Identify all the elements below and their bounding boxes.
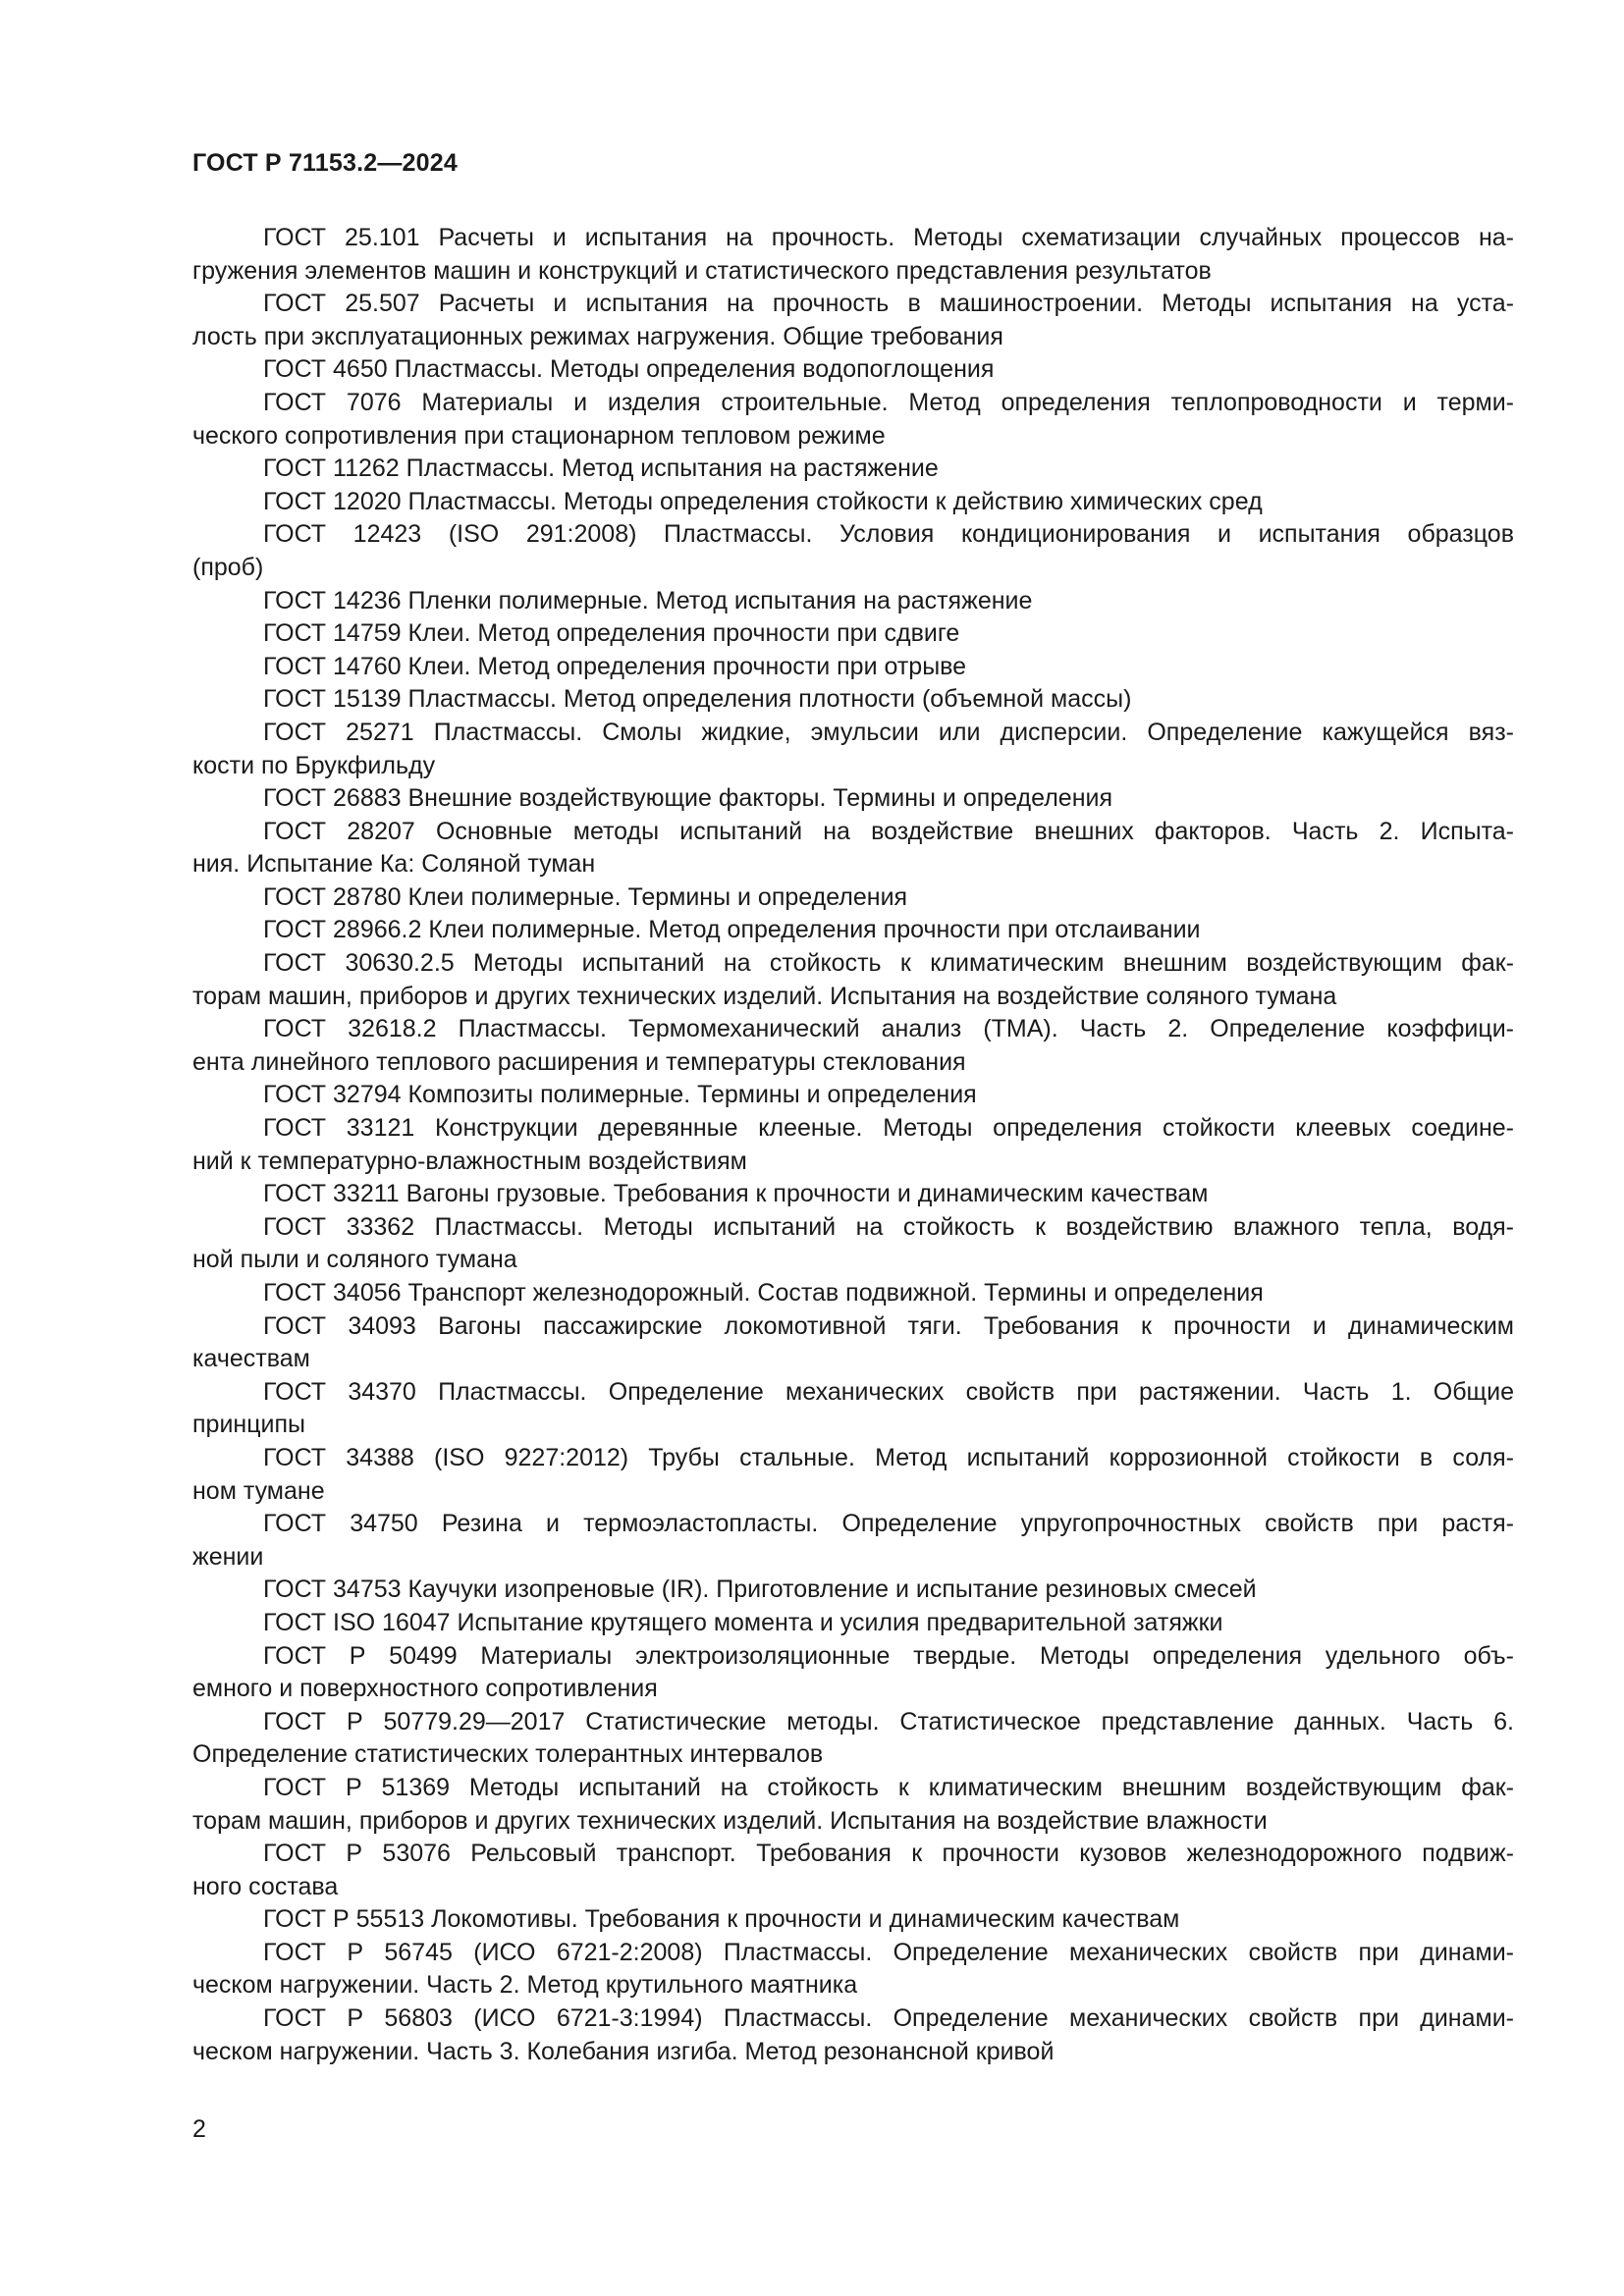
- reference-line: ГОСТ 34370 Пластмассы. Определение механических свойств при растяжении. Часть 1. Общие: [263, 1377, 1514, 1406]
- reference-line: ГОСТ 34093 Вагоны пассажирские локомотивной тяги. Требования к прочности и динамическим: [263, 1311, 1514, 1340]
- reference-item: [192, 387, 1514, 453]
- reference-line: ческом нагружении. Часть 2. Метод крутильного маятника: [192, 1971, 858, 2000]
- reference-item: [192, 2002, 1514, 2068]
- reference-item: [192, 1838, 1514, 1903]
- reference-item: [192, 651, 1514, 684]
- reference-line: жении: [192, 1542, 264, 1571]
- reference-line: ГОСТ 7076 Материалы и изделия строительные. Метод определения теплопроводности и терми-: [263, 388, 1514, 416]
- reference-line: ГОСТ Р 50499 Материалы электроизоляционные твердые. Методы определения удельного объ-: [263, 1641, 1514, 1670]
- reference-item: [192, 1178, 1514, 1211]
- reference-item: [192, 486, 1514, 519]
- reference-item: [192, 1706, 1514, 1772]
- reference-line: ГОСТ 30630.2.5 Методы испытаний на стойкость к климатическим внешним воздействующим фак-: [263, 949, 1514, 978]
- reference-line: ГОСТ 32618.2 Пластмассы. Термомеханический анализ (ТМА). Часть 2. Определение коэффици-: [263, 1015, 1514, 1043]
- reference-line: ГОСТ 28966.2 Клеи полимерные. Метод определения прочности при отслаивании: [263, 916, 1201, 944]
- reference-item: [192, 1607, 1514, 1640]
- reference-item: [192, 1013, 1514, 1079]
- reference-item: [192, 585, 1514, 618]
- reference-line: ГОСТ 15139 Пластмассы. Метод определения плотности (объемной массы): [263, 685, 1132, 714]
- reference-line: ГОСТ Р 56803 (ИСО 6721-3:1994) Пластмассы. Определение механических свойств при динами-: [263, 2004, 1514, 2033]
- reference-line: ГОСТ 33362 Пластмассы. Методы испытаний на стойкость к воздействию влажного тепла, водя-: [263, 1212, 1514, 1241]
- reference-line: ГОСТ 34056 Транспорт железнодорожный. Состав подвижной. Термины и определения: [263, 1279, 1264, 1307]
- reference-item: [192, 353, 1514, 387]
- reference-item: [192, 1574, 1514, 1607]
- reference-item: [192, 1640, 1514, 1706]
- reference-line: ного состава: [192, 1872, 339, 1900]
- reference-line: ГОСТ 14759 Клеи. Метод определения прочности при сдвиге: [263, 619, 960, 648]
- reference-line: ГОСТ 25.507 Расчеты и испытания на прочность в машиностроении. Методы испытания на уста-: [263, 290, 1514, 318]
- reference-item: [192, 914, 1514, 947]
- reference-line: ГОСТ 28207 Основные методы испытаний на воздействие внешних факторов. Часть 2. Испыта-: [263, 817, 1514, 845]
- reference-line: ГОСТ 14236 Пленки полимерные. Метод испытания на растяжение: [263, 586, 1033, 614]
- reference-line: ном тумане: [192, 1476, 325, 1505]
- reference-line: торам машин, приборов и других технических изделий. Испытания на воздействие влажности: [192, 1806, 1268, 1835]
- reference-line: ГОСТ 33121 Конструкции деревянные клееные. Методы определения стойкости клеевых соедине-: [263, 1114, 1514, 1143]
- reference-item: [192, 453, 1514, 486]
- reference-item: [192, 1772, 1514, 1838]
- reference-line: принципы: [192, 1411, 306, 1439]
- reference-item: [192, 717, 1514, 782]
- document-header: ГОСТ Р 71153.2—2024: [192, 149, 458, 177]
- reference-item: [192, 1442, 1514, 1508]
- normative-references-list: [192, 222, 1514, 2068]
- reference-item: [192, 1903, 1514, 1937]
- reference-item: [192, 816, 1514, 881]
- reference-item: [192, 1937, 1514, 2002]
- reference-line: ГОСТ ISO 16047 Испытание крутящего момента и усилия предварительной затяжки: [263, 1608, 1223, 1636]
- reference-line: гружения элементов машин и конструкций и статистического представления результатов: [192, 256, 1212, 285]
- reference-line: ГОСТ 12423 (ISO 291:2008) Пластмассы. Условия кондиционирования и испытания образцов: [263, 520, 1514, 549]
- reference-line: ния. Испытание Ка: Соляной туман: [192, 850, 596, 879]
- reference-item: [192, 518, 1514, 584]
- reference-item: [192, 1112, 1514, 1178]
- reference-line: ГОСТ 14760 Клеи. Метод определения прочности при отрыве: [263, 652, 967, 680]
- reference-line: ГОСТ 34753 Каучуки изопреновые (IR). Приготовление и испытание резиновых смесей: [263, 1575, 1257, 1604]
- reference-item: [192, 947, 1514, 1013]
- reference-line: ний к температурно-влажностным воздействиям: [192, 1147, 747, 1175]
- reference-line: ГОСТ 34750 Резина и термоэластопласты. Определение упругопрочностных свойств при растя-: [263, 1510, 1514, 1538]
- reference-line: ГОСТ Р 53076 Рельсовый транспорт. Требования к прочности кузовов железнодорожного подвиж-: [263, 1840, 1514, 1868]
- page-number: 2: [192, 2115, 206, 2143]
- reference-line: ГОСТ 32794 Композиты полимерные. Термины и определения: [263, 1081, 977, 1109]
- reference-line: ГОСТ 11262 Пластмассы. Метод испытания на растяжение: [263, 454, 939, 483]
- reference-line: ГОСТ 25.101 Расчеты и испытания на прочность. Методы схематизации случайных процессов на-: [263, 224, 1514, 251]
- reference-line: ГОСТ 4650 Пластмассы. Методы определения водопоглощения: [263, 355, 995, 384]
- reference-line: ческом нагружении. Часть 3. Колебания изгиба. Метод резонансной кривой: [192, 2037, 1055, 2065]
- reference-line: ГОСТ 26883 Внешние воздействующие факторы. Термины и определения: [263, 784, 1113, 813]
- reference-item: [192, 1376, 1514, 1442]
- reference-line: ента линейного теплового расширения и температуры стеклования: [192, 1047, 966, 1076]
- reference-line: кости по Брукфильду: [192, 751, 436, 779]
- reference-item: [192, 288, 1514, 353]
- reference-item: [192, 222, 1514, 288]
- reference-line: (проб): [192, 553, 264, 581]
- reference-line: ческого сопротивления при стационарном тепловом режиме: [192, 421, 886, 450]
- reference-line: ГОСТ 33211 Вагоны грузовые. Требования к прочности и динамическим качествам: [263, 1180, 1209, 1208]
- reference-item: [192, 617, 1514, 651]
- reference-item: [192, 683, 1514, 717]
- reference-line: ГОСТ Р 55513 Локомотивы. Требования к прочности и динамическим качествам: [263, 1905, 1180, 1934]
- reference-line: ГОСТ Р 56745 (ИСО 6721-2:2008) Пластмассы. Определение механических свойств при динами-: [263, 1938, 1514, 1966]
- reference-line: лость при эксплуатационных режимах нагружения. Общие требования: [192, 322, 1003, 350]
- reference-line: ГОСТ Р 51369 Методы испытаний на стойкость к климатическим внешним воздействующим фак-: [263, 1773, 1514, 1801]
- reference-line: качествам: [192, 1345, 310, 1373]
- reference-line: ГОСТ Р 50779.29—2017 Статистические методы. Статистическое представление данных. Часть 6.: [263, 1707, 1514, 1735]
- reference-line: ной пыли и соляного тумана: [192, 1246, 517, 1274]
- reference-item: [192, 1508, 1514, 1574]
- reference-item: [192, 1277, 1514, 1310]
- reference-line: емного и поверхностного сопротивления: [192, 1675, 658, 1703]
- reference-item: [192, 1211, 1514, 1277]
- reference-item: [192, 1310, 1514, 1376]
- reference-line: ГОСТ 12020 Пластмассы. Методы определения стойкости к действию химических сред: [263, 487, 1263, 515]
- reference-line: ГОСТ 28780 Клеи полимерные. Термины и определения: [263, 882, 908, 911]
- reference-item: [192, 881, 1514, 915]
- reference-line: Определение статистических толерантных интервалов: [192, 1740, 824, 1769]
- reference-line: торам машин, приборов и других технических изделий. Испытания на воздействие соляного тумана: [192, 982, 1337, 1010]
- reference-item: [192, 782, 1514, 816]
- reference-line: ГОСТ 25271 Пластмассы. Смолы жидкие, эмульсии или дисперсии. Определение кажущейся вяз-: [263, 718, 1514, 746]
- reference-line: ГОСТ 34388 (ISO 9227:2012) Трубы стальные. Метод испытаний коррозионной стойкости в соля-: [263, 1443, 1514, 1471]
- reference-item: [192, 1079, 1514, 1112]
